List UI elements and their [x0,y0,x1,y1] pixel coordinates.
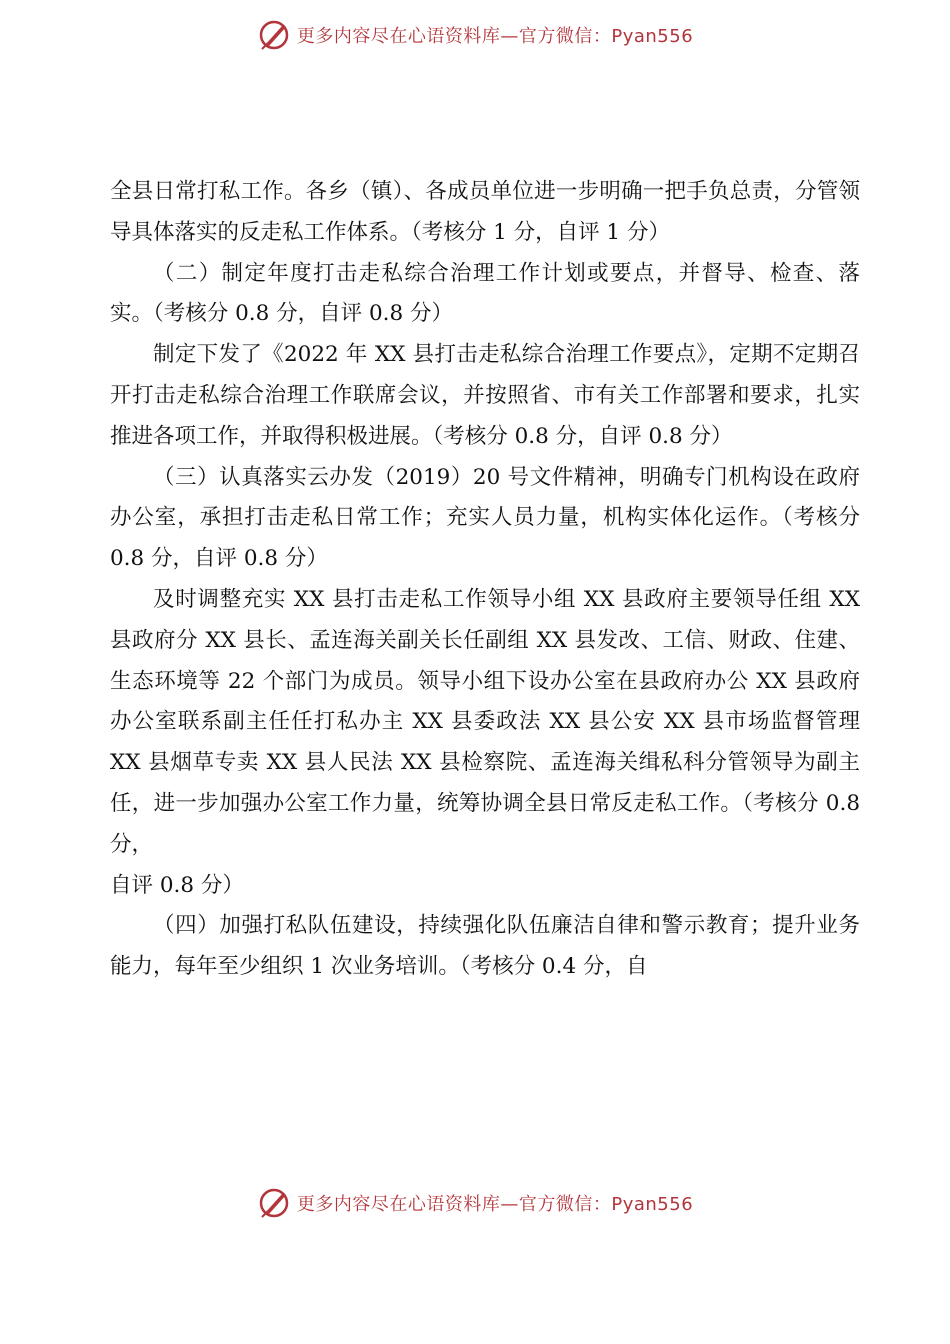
paragraph: 全县日常打私工作。各乡（镇）、各成员单位进一步明确一把手负总责，分管领导具体落实的反走私工作体系。（考核分 1 分，自评 1 分） [110,179,860,245]
header-banner-text: 更多内容尽在心语资料库—官方微信：Pyan556 [296,26,694,47]
paragraph: 制定下发了《2022 年 XX 县打击走私综合治理工作要点》，定期不定期召开打击走私综合治理工作联席会议，并按照省、市有关工作部署和要求，扎实推进各项工作，并取得积极进展。（考核分 0.8 分，自评 0.8 分） [110,342,860,449]
paragraph: 及时调整充实 XX 县打击走私工作领导小组 XX 县政府主要领导任组 XX 县政府分 XX 县长、孟连海关副关长任副组 XX 县发改、工信、财政、住建、生态环境等 22 个部门为成员。领导小组下设办公室在县政府办公 XX 县政府办公室联系副主任任打私办主 XX 县委政法 XX 县公安 XX 县市场监督管理 XX 县烟草专卖 XX 县人民法 XX 县检察院、孟连海关缉私科分管领导为副主任，进一步加强办公室工作力量，统筹协调全县日常反走私工作。（考核分 0.8 分， [110,586,860,857]
quill-logo-icon [257,18,291,52]
paragraph: （四）加强打私队伍建设，持续强化队伍廉洁自律和警示教育；提升业务能力，每年至少组织 1 次业务培训。（考核分 0.4 分，自 [110,913,860,980]
paragraph: （二）制定年度打击走私综合治理工作计划或要点，并督导、检查、落实。（考核分 0.8 分，自评 0.8 分） [110,260,860,327]
document-body [110,172,860,988]
paragraph: 自评 0.8 分） [110,872,244,898]
quill-logo-icon [257,1186,291,1220]
footer-banner [0,1183,950,1223]
footer-banner-text: 更多内容尽在心语资料库—官方微信：Pyan556 [296,1194,694,1215]
header-banner [0,15,950,55]
paragraph: （三）认真落实云办发（2019）20 号文件精神，明确专门机构设在政府办公室，承担打击走私日常工作；充实人员力量，机构实体化运作。（考核分 0.8 分，自评 0.8 分） [110,464,860,572]
